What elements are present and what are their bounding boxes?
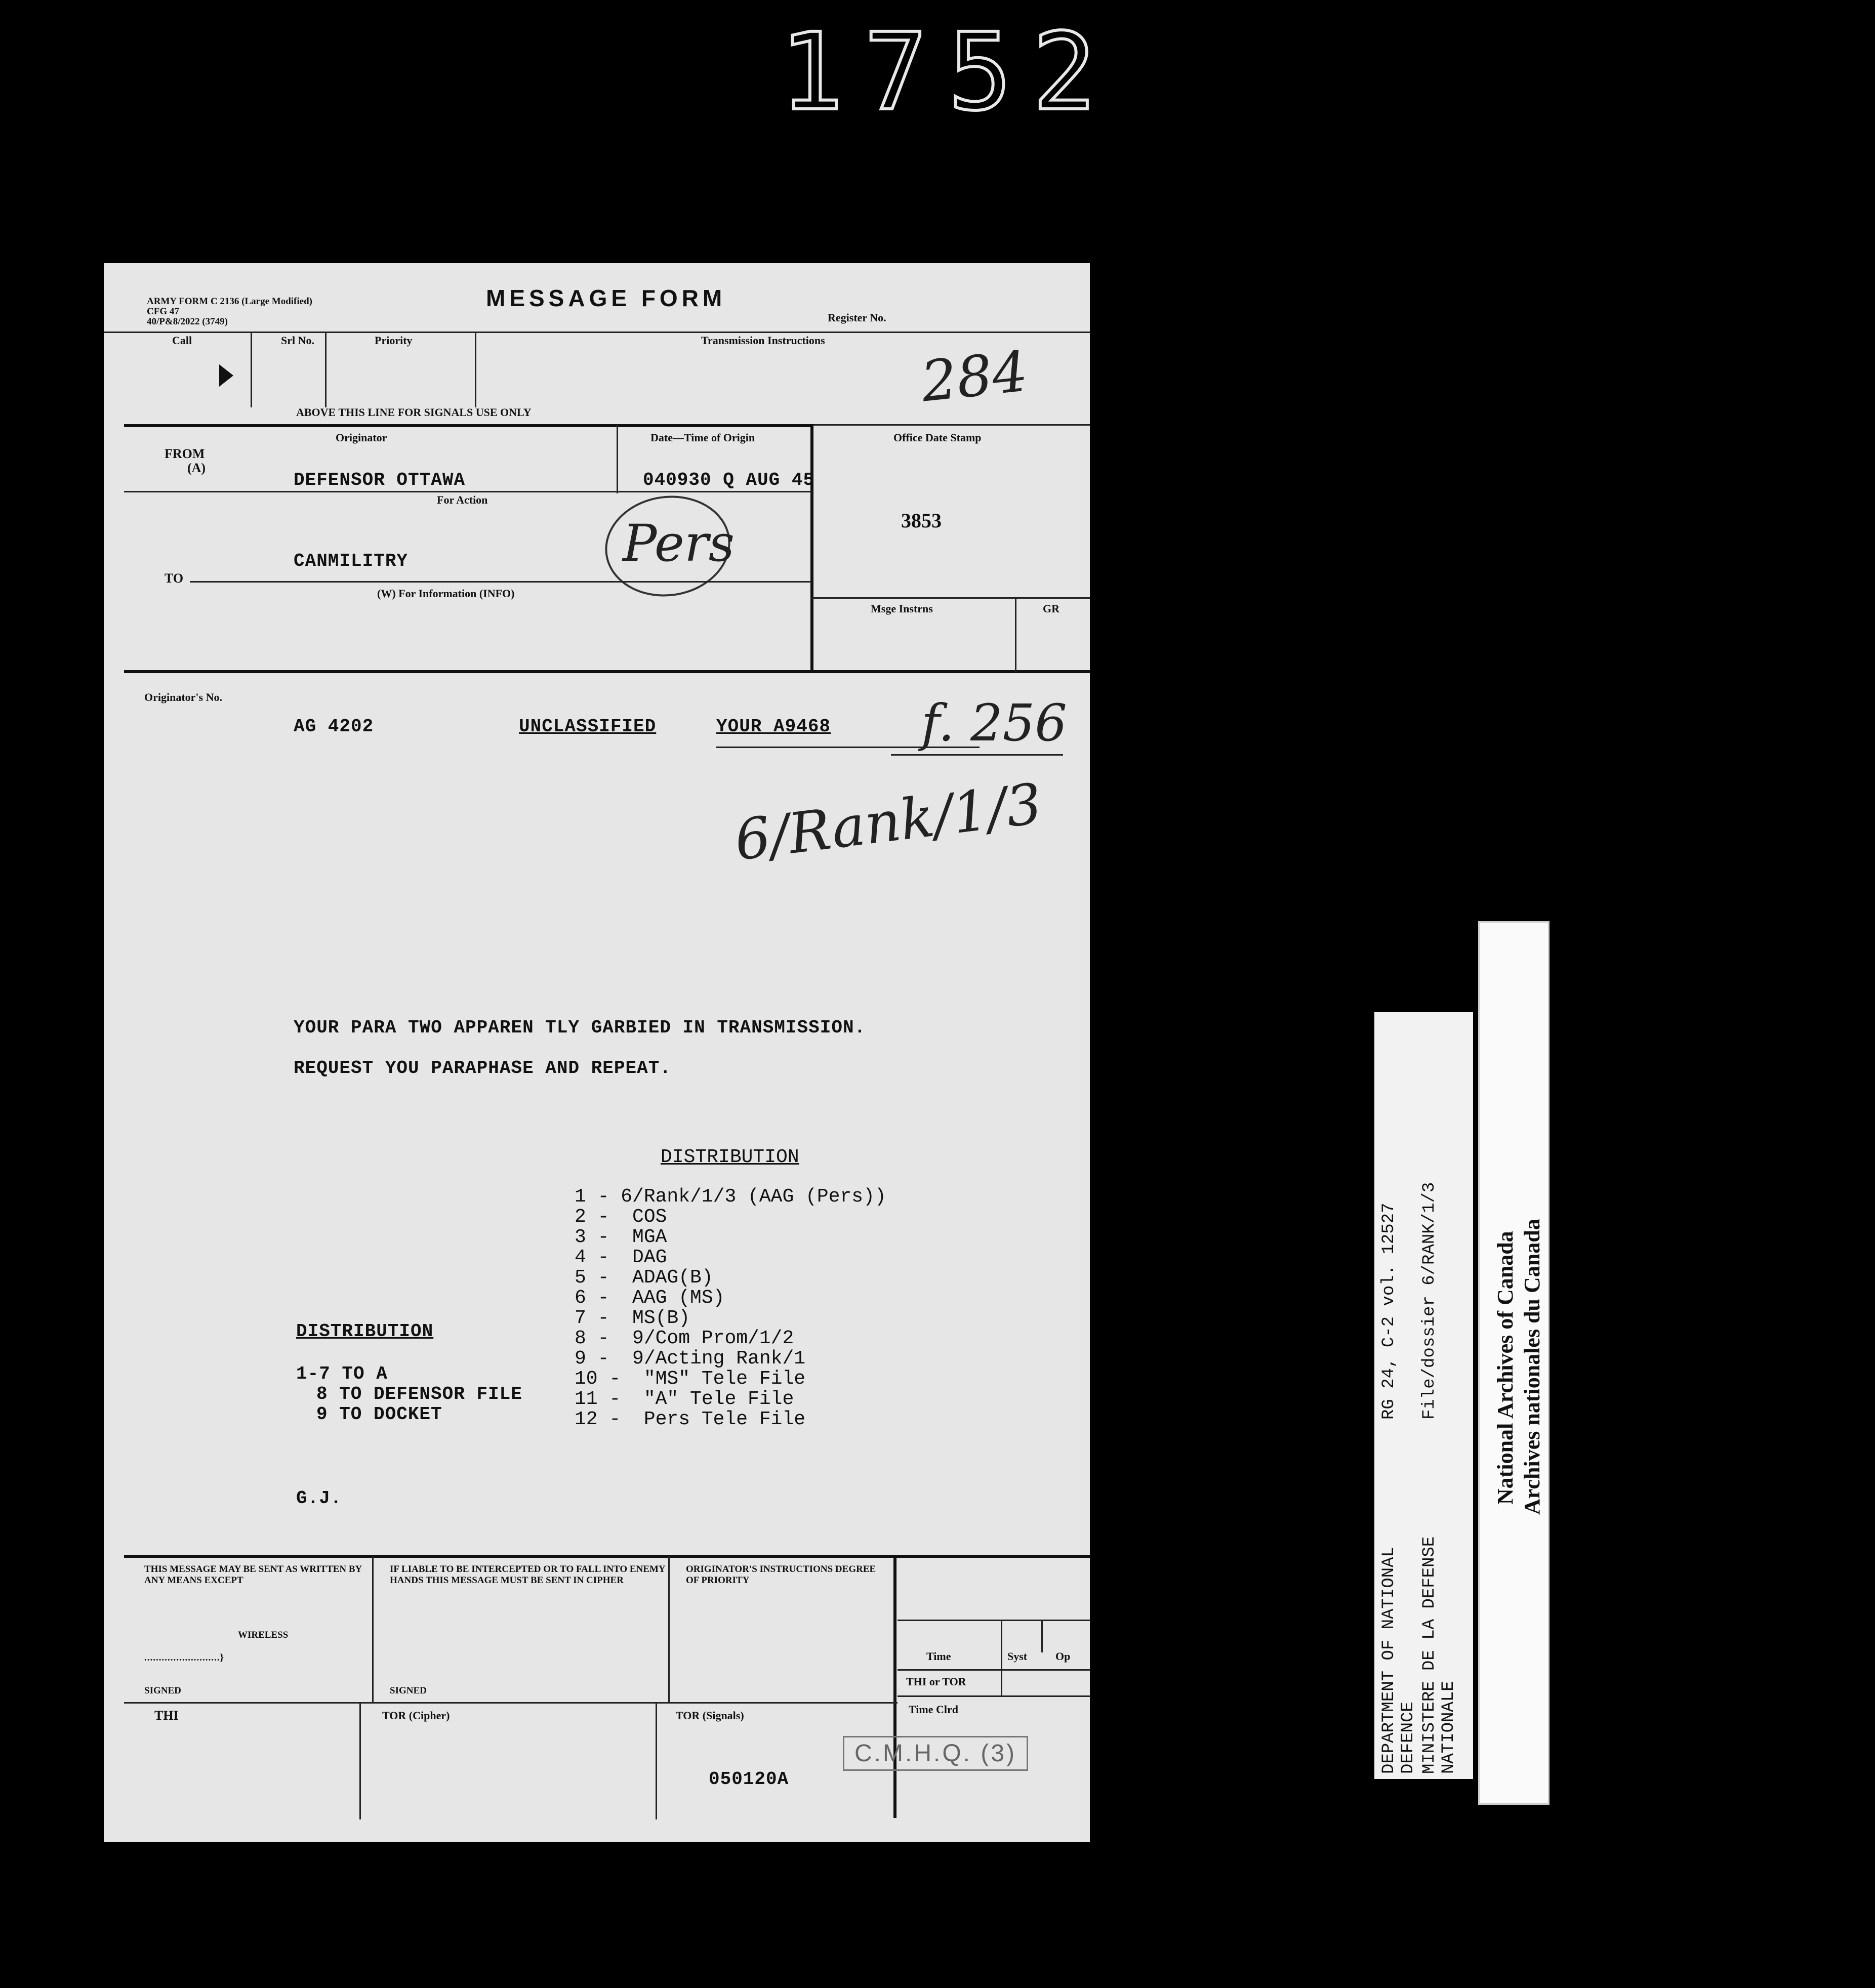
originators-no-label: Originator's No. xyxy=(144,691,222,703)
footer-box1-text: THIS MESSAGE MAY BE SENT AS WRITTEN BY ANY MEANS EXCEPT xyxy=(144,1564,362,1586)
form-title: MESSAGE FORM xyxy=(486,285,726,311)
date-time-value: 040930 Q AUG 45 xyxy=(643,470,815,490)
list-item: 2 - COS xyxy=(575,1206,667,1228)
distribution-list xyxy=(575,1187,886,1430)
record-group: RG 24, C-2 vol. 12527 xyxy=(1379,1203,1399,1420)
list-item: 6 - AAG (MS) xyxy=(575,1287,725,1309)
list-item: 3 - MGA xyxy=(575,1226,667,1248)
list-item: 10 - "MS" Tele File xyxy=(575,1368,806,1390)
list-item: 1 - 6/Rank/1/3 (AAG (Pers)) xyxy=(575,1186,886,1208)
distribution-title: DISTRIBUTION xyxy=(661,1146,799,1168)
reel-number: 1752 xyxy=(780,10,1117,134)
list-item: 9 - 9/Acting Rank/1 xyxy=(575,1348,806,1370)
archives-name-en: National Archives of Canada xyxy=(1493,1231,1518,1505)
for-information-label: (W) For Information (INFO) xyxy=(377,587,515,600)
distribution2-list xyxy=(296,1364,522,1425)
srl-no-label: Srl No. xyxy=(281,334,314,347)
to-label: TO xyxy=(165,571,184,586)
footer-box2-text: IF LIABLE TO BE INTERCEPTED OR TO FALL INTO ENEMY HANDS THIS MESSAGE MUST BE SENT IN CIPHER xyxy=(390,1564,665,1586)
thi-label: THI xyxy=(154,1708,179,1723)
msge-instrns-label: Msge Instrns xyxy=(871,602,933,615)
archives-card xyxy=(1478,921,1550,1805)
to-value: CANMILITRY xyxy=(294,551,409,571)
time-label: Time xyxy=(926,1650,951,1663)
list-item: 5 - ADAG(B) xyxy=(575,1267,713,1289)
list-item: 8 - 9/Com Prom/1/2 xyxy=(575,1328,794,1349)
op-label: Op xyxy=(1055,1650,1071,1663)
priority-label: Priority xyxy=(375,334,413,347)
department-fr: MINISTERE DE LA DEFENSE NATIONALE xyxy=(1420,1536,1458,1774)
date-time-label: Date—Time of Origin xyxy=(650,431,755,444)
gr-label: GR xyxy=(1043,602,1059,615)
your-reference: YOUR A9468 xyxy=(716,716,831,737)
list-item: 11 - "A" Tele File xyxy=(575,1388,794,1410)
thi-or-tor-label: THI or TOR xyxy=(906,1675,966,1688)
circled-note-text: Pers xyxy=(623,514,735,573)
form-ref: 40/P&8/2022 (3749) xyxy=(147,316,228,327)
department-fr-block xyxy=(1420,1025,1458,1774)
message-form xyxy=(104,263,1090,1842)
body-line-2: REQUEST YOU PARAPHASE AND REPEAT. xyxy=(294,1058,671,1079)
arrow-marker-icon xyxy=(219,364,233,387)
transmission-instructions-label: Transmission Instructions xyxy=(701,334,825,347)
archive-reference-label xyxy=(1374,1012,1473,1779)
archives-name-fr: Archives nationales du Canada xyxy=(1520,1219,1544,1515)
list-item: 9 TO DOCKET xyxy=(316,1404,442,1425)
originator-value: DEFENSOR OTTAWA xyxy=(294,470,466,490)
register-no-label: Register No. xyxy=(828,311,886,324)
file-reference: File/dossier 6/RANK/1/3 xyxy=(1420,1182,1439,1420)
signals-use-line: ABOVE THIS LINE FOR SIGNALS USE ONLY xyxy=(296,406,532,419)
from-sub-label: (A) xyxy=(187,461,206,475)
classification: UNCLASSIFIED xyxy=(519,716,657,737)
time-clrd-label: Time Clrd xyxy=(909,1703,958,1716)
handwritten-file-ref: 6/Rank/1/3 xyxy=(731,771,1046,873)
distribution2-title: DISTRIBUTION xyxy=(296,1321,434,1342)
stamp-number: 3853 xyxy=(901,509,942,532)
originators-no-value: AG 4202 xyxy=(294,716,374,737)
originator-label: Originator xyxy=(336,431,387,444)
signed-label-1: SIGNED xyxy=(144,1685,181,1696)
wireless-label: WIRELESS xyxy=(238,1630,289,1640)
list-item: 7 - MS(B) xyxy=(575,1307,690,1329)
list-item: 1-7 TO A xyxy=(296,1363,388,1384)
handwritten-folio: f. 256 xyxy=(921,693,1067,753)
footer-box3-text: ORIGINATOR'S INSTRUCTIONS DEGREE OF PRIORITY xyxy=(686,1564,876,1586)
list-item: 4 - DAG xyxy=(575,1247,667,1268)
office-date-stamp-label: Office Date Stamp xyxy=(893,431,982,444)
department-names xyxy=(1379,1025,1418,1774)
list-item: 12 - Pers Tele File xyxy=(575,1409,806,1430)
call-label: Call xyxy=(172,334,192,347)
signed-label-2: SIGNED xyxy=(390,1685,427,1696)
for-action-label: For Action xyxy=(437,493,488,506)
syst-label: Syst xyxy=(1007,1650,1028,1663)
cmhq-stamp: C.M.H.Q. (3) xyxy=(843,1736,1028,1771)
from-label: FROM xyxy=(165,446,205,461)
body-line-1: YOUR PARA TWO APPAREN TLY GARBIED IN TRANSMISSION. xyxy=(294,1017,866,1038)
tor-signals-value: 050120A xyxy=(709,1769,789,1790)
tor-signals-label: TOR (Signals) xyxy=(676,1709,744,1722)
initials: G.J. xyxy=(296,1488,342,1509)
register-handwritten: 284 xyxy=(918,339,1031,415)
dotted-line: ..........................} xyxy=(144,1652,224,1663)
cfg-number: CFG 47 xyxy=(147,306,179,317)
army-form-number: ARMY FORM C 2136 (Large Modified) xyxy=(147,296,312,307)
list-item: 8 TO DEFENSOR FILE xyxy=(316,1384,522,1404)
tor-cipher-label: TOR (Cipher) xyxy=(382,1709,450,1722)
department-en: DEPARTMENT OF NATIONAL DEFENCE xyxy=(1379,1547,1418,1774)
